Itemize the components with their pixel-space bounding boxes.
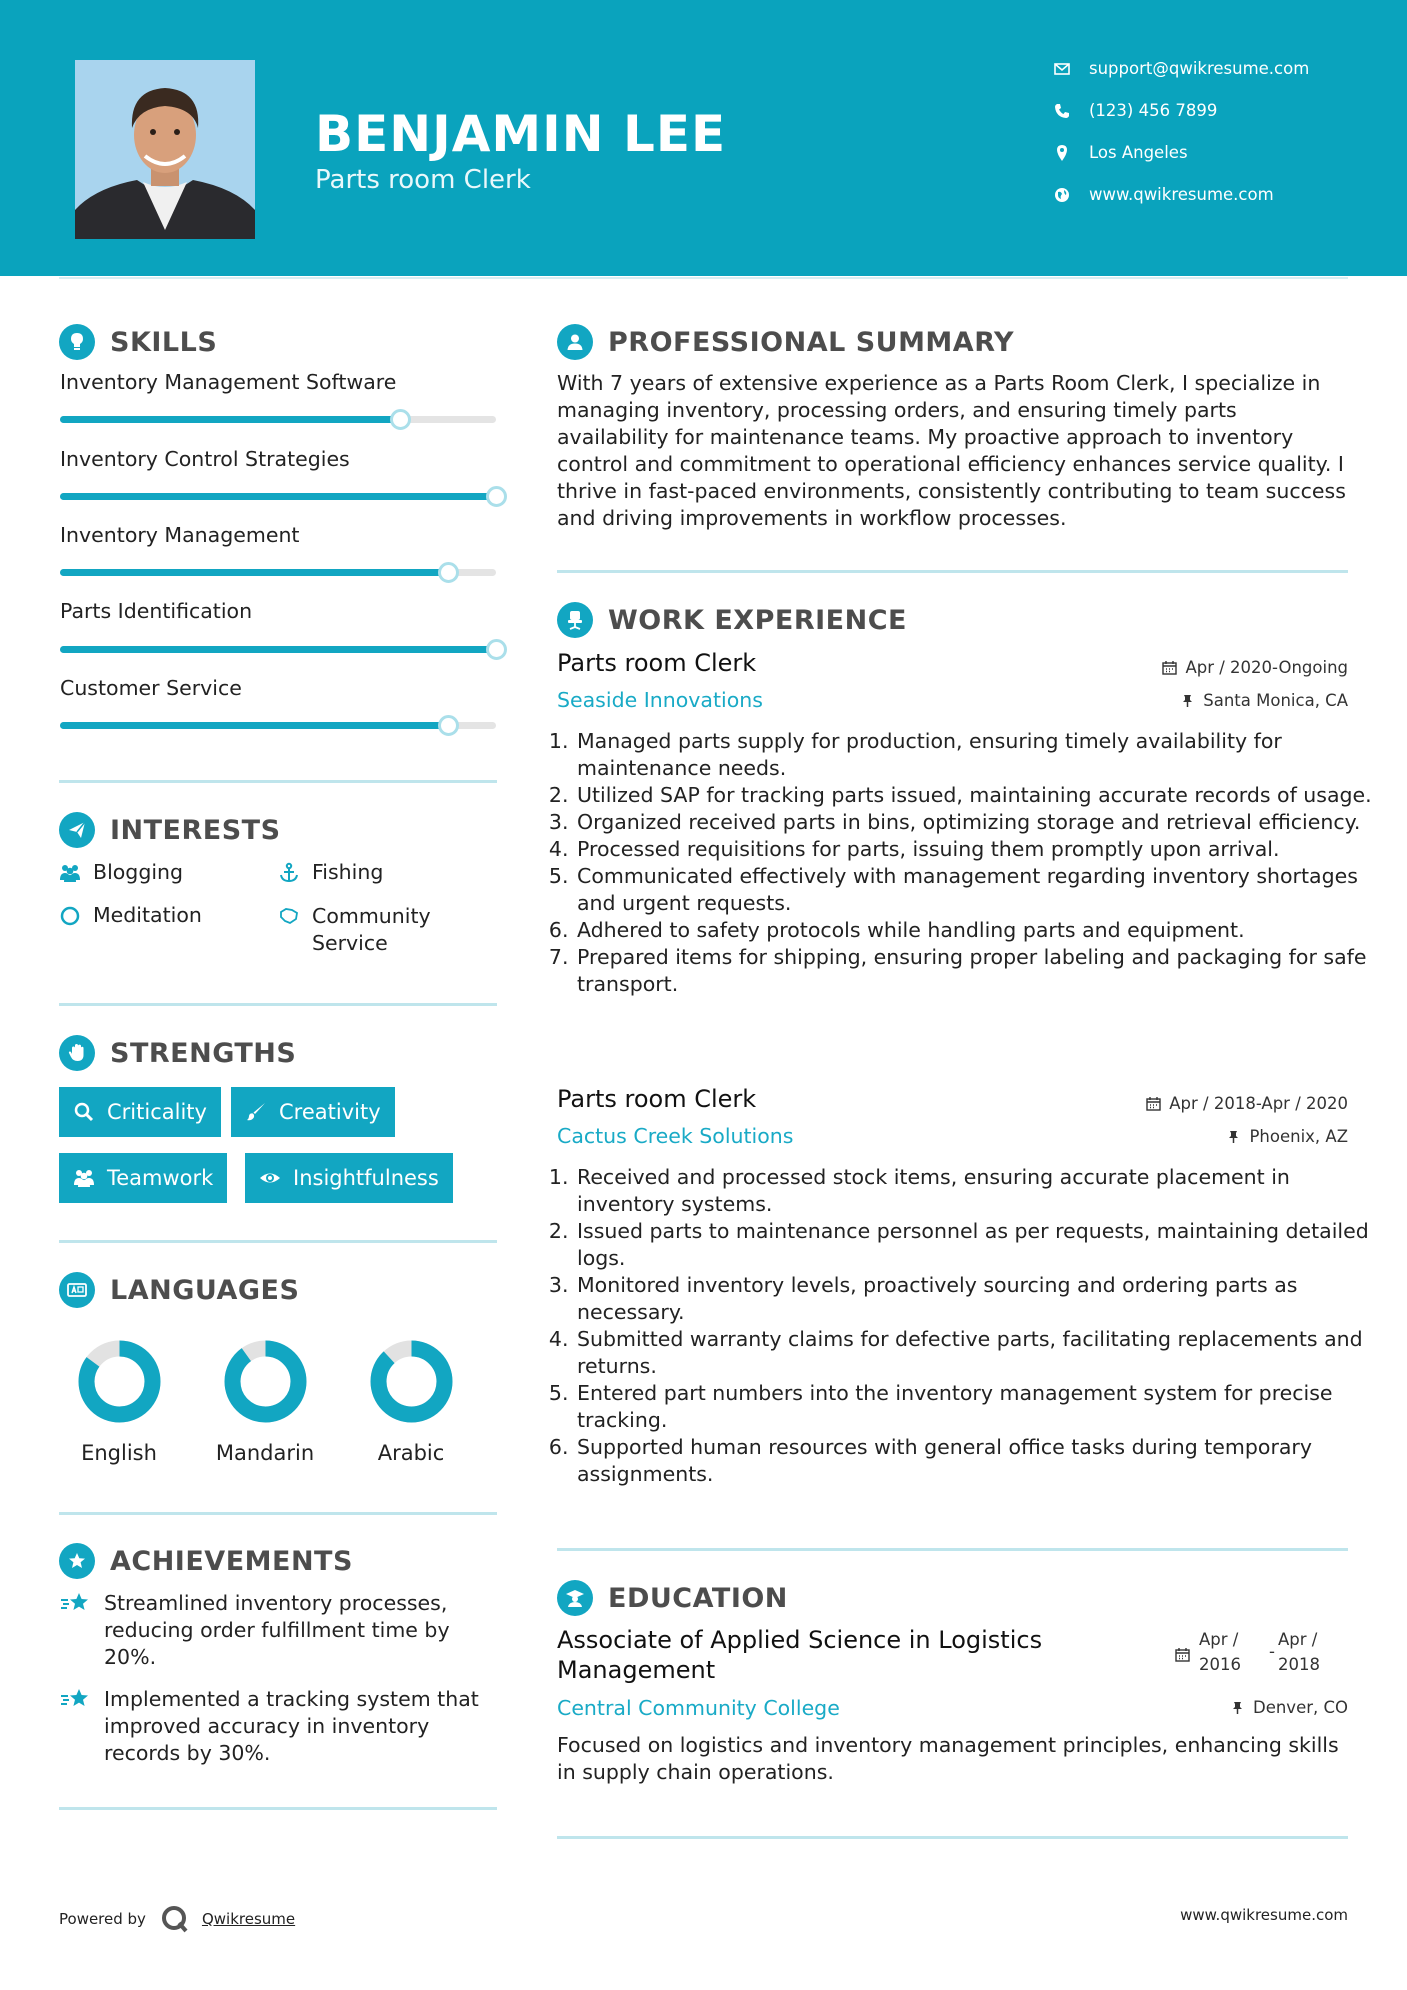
- job-duty: 7. Prepared items for shipping, ensuring proper labeling and packaging for safe transport.: [575, 944, 1375, 998]
- experience-heading-text: WORK EXPERIENCE: [608, 604, 907, 636]
- section-divider: [557, 1836, 1348, 1839]
- language-label: English: [81, 1441, 157, 1465]
- calendar-icon: [1162, 660, 1177, 675]
- job-company: Cactus Creek Solutions: [557, 1124, 794, 1148]
- section-divider: [557, 570, 1348, 573]
- interest-label: Fishing: [312, 860, 384, 884]
- pin-icon: [1230, 1700, 1245, 1715]
- interests-heading: [59, 812, 281, 848]
- skill-bar-knob: [438, 562, 459, 583]
- achievements-heading-text: ACHIEVEMENTS: [110, 1545, 353, 1577]
- job-date-text: Apr / 2018-Apr / 2020: [1169, 1094, 1348, 1113]
- office-chair-icon: [557, 602, 593, 638]
- skill-bar-fill: [60, 646, 496, 653]
- strength-chip: [59, 1153, 227, 1203]
- job-date: [1162, 658, 1348, 677]
- education-start-date: [1199, 1627, 1241, 1677]
- skill-bar: [60, 493, 496, 500]
- job-duty: 6. Adhered to safety protocols while handling parts and equipment.: [575, 917, 1375, 944]
- job-duties: [553, 1164, 1375, 1488]
- skill-bar: [60, 722, 496, 729]
- strength-label: Creativity: [279, 1100, 381, 1124]
- envelope-icon: [1053, 60, 1071, 78]
- contact-website-text: www.qwikresume.com: [1089, 185, 1274, 204]
- anchor-icon: [278, 862, 300, 884]
- candidate-name: BENJAMIN LEE: [315, 105, 727, 163]
- interest-label: Community Service: [312, 904, 431, 955]
- interest-item: [278, 903, 478, 957]
- footer-website[interactable]: www.qwikresume.com: [1180, 1906, 1348, 1924]
- job-company: Seaside Innovations: [557, 688, 763, 712]
- skill-bar-fill: [60, 569, 448, 576]
- contact-email[interactable]: [1053, 59, 1309, 78]
- summary-heading: [557, 324, 1014, 360]
- education-location-text: Denver, CO: [1252, 1698, 1348, 1717]
- star-icon: [60, 1590, 92, 1618]
- education-end-month: Apr /: [1278, 1630, 1318, 1649]
- language-ring: [368, 1338, 455, 1425]
- language-label: Arabic: [377, 1441, 445, 1465]
- job-duty: 2. Issued parts to maintenance personnel as per requests, maintaining detailed logs.: [575, 1218, 1375, 1272]
- eye-icon: [259, 1167, 281, 1189]
- skill-bar: [60, 416, 496, 423]
- skill-name: Inventory Management Software: [60, 370, 397, 394]
- job-duty: 5. Entered part numbers into the inventory management system for precise tracking.: [575, 1380, 1375, 1434]
- contact-location-text: Los Angeles: [1089, 143, 1188, 162]
- header-divider: [59, 277, 1348, 279]
- contact-phone-text: (123) 456 7899: [1089, 101, 1218, 120]
- handshake-icon: [278, 905, 300, 927]
- paint-brush-icon: [245, 1101, 267, 1123]
- job-title: Parts room Clerk: [557, 1085, 757, 1113]
- skills-heading-text: SKILLS: [110, 326, 218, 358]
- education-heading-text: EDUCATION: [608, 1582, 788, 1614]
- strength-chip: [231, 1087, 395, 1137]
- job-date: [1146, 1094, 1348, 1113]
- language-label: Mandarin: [215, 1441, 315, 1465]
- job-duty: 6. Supported human resources with general office tasks during temporary assignments.: [575, 1434, 1375, 1488]
- lightbulb-icon: [59, 324, 95, 360]
- users-icon: [73, 1167, 95, 1189]
- experience-heading: [557, 602, 907, 638]
- job-duty: 4. Processed requisitions for parts, issuing them promptly upon arrival.: [575, 836, 1375, 863]
- profile-photo: [75, 60, 255, 239]
- section-divider: [59, 1240, 497, 1243]
- interest-item: [59, 860, 183, 884]
- interest-label: Blogging: [93, 860, 184, 884]
- language-ring-fill: [233, 1349, 299, 1415]
- graduate-icon: [557, 1580, 593, 1616]
- interests-heading-text: INTERESTS: [110, 814, 281, 846]
- powered-by-text: Powered by: [59, 1910, 146, 1928]
- job-duty: 2. Utilized SAP for tracking parts issued, maintaining accurate records of usage.: [575, 782, 1375, 809]
- job-duty: 1. Received and processed stock items, ensuring accurate placement in inventory systems.: [575, 1164, 1375, 1218]
- users-icon: [59, 862, 81, 884]
- job-title: Parts room Clerk: [557, 649, 757, 677]
- calendar-icon: [1146, 1096, 1161, 1111]
- education-heading: [557, 1580, 788, 1616]
- language-icon: [59, 1272, 95, 1308]
- summary-text: With 7 years of extensive experience as a Parts Room Clerk, I specialize in managing inventory, processing orders, and ensuring timely parts availability for maintenance teams. My proactive approach to inventory control and commitment to operational efficiency enhances service quality. I thrive in fast-paced environments, consistently contributing to team success and driving improvements in workflow processes.: [557, 371, 1346, 530]
- qwikresume-link[interactable]: Qwikresume: [201, 1910, 296, 1928]
- job-duty: 3. Monitored inventory levels, proactively sourcing and ordering parts as necessary.: [575, 1272, 1375, 1326]
- interest-item: [59, 903, 202, 927]
- job-duty: 1. Managed parts supply for production, ensuring timely availability for maintenance needs.: [575, 728, 1375, 782]
- paper-plane-icon: [59, 812, 95, 848]
- education-start-year: 2016: [1199, 1655, 1241, 1674]
- skills-heading: [59, 324, 217, 360]
- skill-bar-fill: [60, 722, 448, 729]
- job-location-text: Santa Monica, CA: [1203, 691, 1348, 710]
- skill-name: Parts Identification: [60, 599, 253, 623]
- language-ring: [222, 1338, 309, 1425]
- summary-heading-text: PROFESSIONAL SUMMARY: [608, 326, 1015, 358]
- calendar-icon: [1175, 1647, 1190, 1662]
- hand-icon: [59, 1035, 95, 1071]
- resume-header: [0, 0, 1407, 276]
- achievement-item: [60, 1590, 500, 1671]
- skill-name: Inventory Control Strategies: [60, 447, 350, 471]
- job-duties: [553, 728, 1375, 998]
- contact-website[interactable]: [1053, 185, 1274, 204]
- skill-bar-fill: [60, 416, 400, 423]
- achievement-text: Streamlined inventory processes, reducing order fulfillment time by 20%.: [104, 1591, 450, 1669]
- star-icon: [60, 1686, 92, 1714]
- section-divider: [59, 1003, 497, 1006]
- section-divider: [59, 780, 497, 783]
- section-divider: [59, 1807, 497, 1810]
- education-date-separator: -: [1269, 1642, 1275, 1661]
- contact-email-text: support@qwikresume.com: [1089, 59, 1310, 78]
- pin-icon: [1180, 693, 1195, 708]
- section-divider: [557, 1548, 1348, 1551]
- job-date-text: Apr / 2020-Ongoing: [1185, 658, 1348, 677]
- strength-label: Criticality: [107, 1100, 207, 1124]
- contact-location: [1053, 143, 1188, 162]
- language-ring: [76, 1338, 163, 1425]
- job-location-text: Phoenix, AZ: [1249, 1127, 1348, 1146]
- search-icon: [73, 1101, 95, 1123]
- pin-icon: [1226, 1129, 1241, 1144]
- job-duty: 4. Submitted warranty claims for defective parts, facilitating replacements and returns.: [575, 1326, 1375, 1380]
- strengths-heading-text: STRENGTHS: [110, 1037, 297, 1069]
- star-badge-icon: [59, 1543, 95, 1579]
- contact-phone[interactable]: [1053, 101, 1217, 120]
- globe-icon: [1053, 186, 1071, 204]
- user-icon: [557, 324, 593, 360]
- achievements-heading: [59, 1543, 353, 1579]
- skill-bar-knob: [486, 639, 507, 660]
- school-name: Central Community College: [557, 1696, 840, 1720]
- languages-heading: [59, 1272, 299, 1308]
- achievement-text: Implemented a tracking system that improved accuracy in inventory records by 30%.: [104, 1687, 479, 1765]
- circle-icon: [59, 905, 81, 927]
- candidate-title: Parts room Clerk: [315, 165, 531, 195]
- skill-bar: [60, 646, 496, 653]
- skill-bar-fill: [60, 493, 496, 500]
- phone-icon: [1053, 102, 1071, 120]
- skill-bar-knob: [390, 409, 411, 430]
- interest-item: [278, 860, 383, 884]
- skill-bar-knob: [438, 715, 459, 736]
- languages-heading-text: LANGUAGES: [110, 1274, 300, 1306]
- education-end-year: 2018: [1278, 1655, 1320, 1674]
- strength-label: Insightfulness: [293, 1166, 439, 1190]
- skill-name: Customer Service: [60, 676, 242, 700]
- skill-bar: [60, 569, 496, 576]
- job-duty: 5. Communicated effectively with management regarding inventory shortages and urgent requests.: [575, 863, 1375, 917]
- job-location: [1226, 1127, 1348, 1146]
- strength-label: Teamwork: [107, 1166, 214, 1190]
- skill-name: Inventory Management: [60, 523, 300, 547]
- language-ring-fill: [379, 1349, 445, 1415]
- section-divider: [59, 1512, 497, 1515]
- degree-title: Associate of Applied Science in Logistics Management: [557, 1626, 1043, 1684]
- map-pin-icon: [1053, 144, 1071, 162]
- education-end-date: [1278, 1627, 1320, 1677]
- footer-powered-by: [59, 1904, 295, 1934]
- job-location: [1180, 691, 1348, 710]
- education-start-month: Apr /: [1199, 1630, 1239, 1649]
- strength-chip: [245, 1153, 453, 1203]
- job-duty: 3. Organized received parts in bins, optimizing storage and retrieval efficiency.: [575, 809, 1375, 836]
- qwikresume-logo-icon: [160, 1904, 190, 1934]
- interest-label: Meditation: [93, 903, 202, 927]
- strength-chip: [59, 1087, 221, 1137]
- skill-bar-knob: [486, 486, 507, 507]
- achievement-item: [60, 1686, 500, 1767]
- education-description: Focused on logistics and inventory management principles, enhancing skills in supply chain operations.: [557, 1733, 1339, 1784]
- strengths-heading: [59, 1035, 296, 1071]
- education-location: [1230, 1698, 1348, 1717]
